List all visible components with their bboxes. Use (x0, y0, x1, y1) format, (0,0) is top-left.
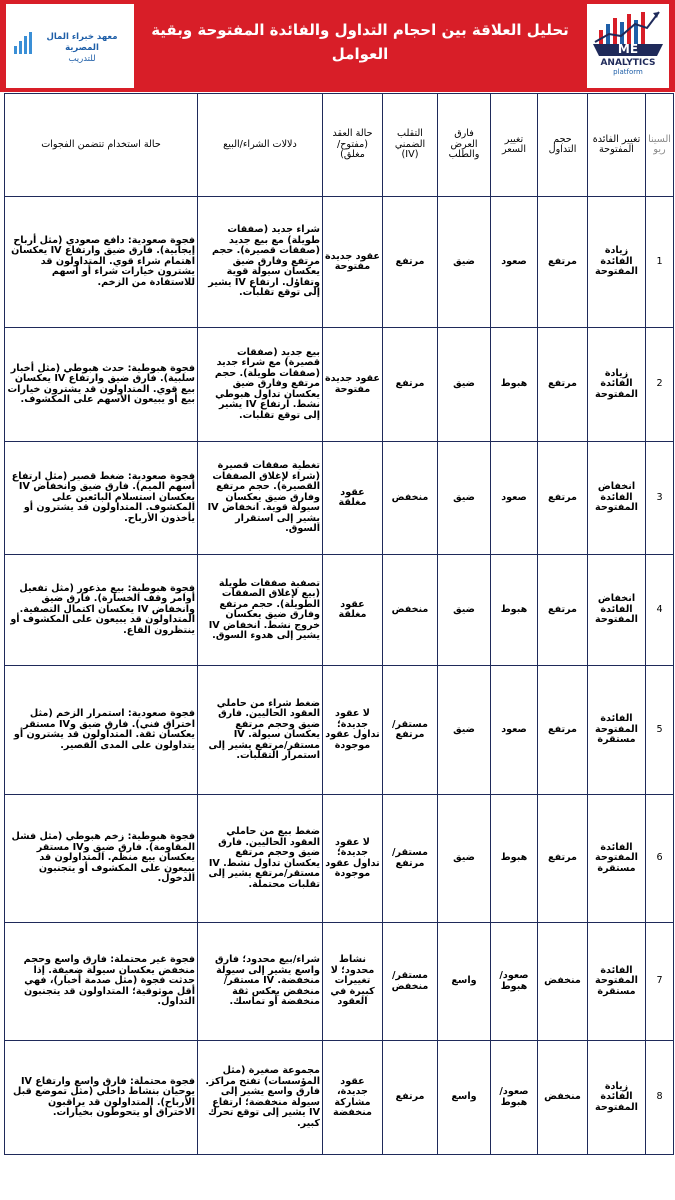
price-cell: هبوط (491, 555, 538, 666)
volume-cell: مرتفع (538, 328, 588, 442)
table-row (5, 555, 674, 666)
row-number: 3 (646, 442, 674, 555)
header-iv: التقلب الضمني (IV) (383, 94, 438, 197)
oi-cell: زيادة الفائدة المفتوحة (588, 328, 646, 442)
volume-cell: مرتفع (538, 442, 588, 555)
volume-cell: مرتفع (538, 666, 588, 795)
gaps-cell: فجوة صعودية: دافع صعودي (مثل أرباح إيجابية). فارق ضيق وارتفاع IV يعكسان اهتمام شراء قوي. المتداولون قد يشترون خيارات شراء أو أسهم للاستفادة من الزخم. (5, 197, 198, 328)
iv-cell: مستقر/ مرتفع (383, 795, 438, 923)
table-row (5, 795, 674, 923)
header-contract: حالة العقد (مفتوح/مغلق) (323, 94, 383, 197)
spread-cell: ضيق (438, 197, 491, 328)
spread-cell: ضيق (438, 442, 491, 555)
spread-cell: واسع (438, 1041, 491, 1155)
price-cell: صعود (491, 197, 538, 328)
me-analytics-logo (587, 4, 669, 88)
institute-logo (6, 4, 134, 88)
logo-me-text: ME (617, 42, 639, 56)
oi-cell: زيادة الفائدة المفتوحة (588, 1041, 646, 1155)
table-row (5, 1041, 674, 1155)
gaps-cell: فجوة هبوطية: زخم هبوطي (مثل فشل المقاومة). فارق ضيق وIV مستقر يعكسان بيع منظم. المتداولون قد يبيعون على المكشوف أو يتجنبون الدخول. (5, 795, 198, 923)
oi-cell: زيادة الفائدة المفتوحة (588, 197, 646, 328)
row-number: 2 (646, 328, 674, 442)
price-cell: صعود (491, 666, 538, 795)
iv-cell: مستقر/ مرتفع (383, 666, 438, 795)
iv-cell: مرتفع (383, 328, 438, 442)
page-title: تحليل العلاقة بين احجام التداول والفائدة المفتوحة وبقية العوامل (151, 21, 569, 63)
gaps-cell: فجوة صعودية: استمرار الزخم (مثل اختراق فني). فارق ضيق وIV مستقر يعكسان ثقة. المتداولون قد يشترون أو يتداولون على المدى القصير. (5, 666, 198, 795)
institute-name: معهد خبراء المال المصرية (46, 32, 118, 53)
contract-cell: عقود مغلقة (323, 442, 383, 555)
oi-cell: الفائدة المفتوحة مستقرة (588, 666, 646, 795)
iv-cell: مستقر/ منخفض (383, 923, 438, 1041)
price-cell: هبوط (491, 328, 538, 442)
volume-cell: منخفض (538, 923, 588, 1041)
oi-cell: الفائدة المفتوحة مستقرة (588, 923, 646, 1041)
row-number: 1 (646, 197, 674, 328)
gaps-cell: فجوة هبوطية: حدث هبوطي (مثل أخبار سلبية). فارق ضيق وارتفاع IV يعكسان بيع قوي. المتداولون قد يشترون خيارات بيع أو يبيعون الأسهم على المكشوف. (5, 328, 198, 442)
signals-cell: شراء جديد (صفقات طويلة) مع بيع جديد (صفقات قصيرة). حجم مرتفع وفارق ضيق يعكسان سيولة قوية وتفاؤل. ارتفاع IV يشير إلى توقع تقلبات. (198, 197, 323, 328)
spread-cell: ضيق (438, 328, 491, 442)
spread-cell: ضيق (438, 795, 491, 923)
table-row (5, 328, 674, 442)
institute-logo-text (36, 32, 128, 65)
table-row (5, 923, 674, 1041)
iv-cell: مرتفع (383, 197, 438, 328)
spread-cell: واسع (438, 923, 491, 1041)
header-banner (0, 0, 675, 92)
table-header-row (5, 94, 674, 197)
logo-platform-text: platform (613, 68, 643, 76)
oi-cell: انخفاض الفائدة المفتوحة (588, 555, 646, 666)
contract-cell: لا عقود جديدة؛ تداول عقود موجودة (323, 795, 383, 923)
gaps-cell: فجوة صعودية: ضغط قصير (مثل ارتفاع أسهم الميم). فارق ضيق وانخفاض IV يعكسان استسلام البائعين على المكشوف. المتداولون قد يشترون أو يأخذون الأرباح. (5, 442, 198, 555)
row-number: 7 (646, 923, 674, 1041)
signals-cell: تصفية صفقات طويلة (بيع لإغلاق الصفقات الطويلة). حجم مرتفع وفارق ضيق يعكسان خروج نشط. انخفاض IV يشير إلى هدوء السوق. (198, 555, 323, 666)
spread-cell: ضيق (438, 666, 491, 795)
header-oi-change: تغيير الفائدة المفتوحة (588, 94, 646, 197)
price-cell: صعود/ هبوط (491, 923, 538, 1041)
spread-cell: ضيق (438, 555, 491, 666)
table-row (5, 197, 674, 328)
oi-cell: انخفاض الفائدة المفتوحة (588, 442, 646, 555)
header-price-change: تغيير السعر (491, 94, 538, 197)
gaps-cell: فجوة محتملة: فارق واسع وارتفاع IV يوحيان بنشاط داخلي (مثل تموضع قبل الأرباح). المتداولون قد يراقبون الاختراق أو يتحوطون بخيارات. (5, 1041, 198, 1155)
oi-cell: الفائدة المفتوحة مستقرة (588, 795, 646, 923)
gaps-cell: فجوة هبوطية: بيع مذعور (مثل تفعيل أوامر وقف الخسارة). فارق ضيق وانخفاض IV يعكسان اكتمال التصفية. المتداولون قد يبيعون على المكشوف أو ينتظرون القاع. (5, 555, 198, 666)
volume-cell: مرتفع (538, 555, 588, 666)
signals-cell: ضغط شراء من حاملي العقود الحاليين. فارق ضيق وحجم مرتفع يعكسان سيولة. IV مستقر/مرتفع يشير إلى استمرار التقلبات. (198, 666, 323, 795)
volume-cell: مرتفع (538, 795, 588, 923)
contract-cell: عقود مغلقة (323, 555, 383, 666)
gaps-cell: فجوة غير محتملة: فارق واسع وحجم منخفض يعكسان سيولة ضعيفة. إذا حدثت فجوة (مثل صدمة أخبار)، فهي أقل موثوقية؛ المتداولون قد يتجنبون التداول. (5, 923, 198, 1041)
contract-cell: عقود جديدة مفتوحة (323, 328, 383, 442)
contract-cell: عقود جديدة، مشاركة منخفضة (323, 1041, 383, 1155)
analysis-table (4, 93, 674, 1155)
iv-cell: منخفض (383, 442, 438, 555)
row-number: 6 (646, 795, 674, 923)
price-cell: صعود/ هبوط (491, 1041, 538, 1155)
signals-cell: مجموعة صغيرة (مثل المؤسسات) تفتح مراكز. فارق واسع يشير إلى سيولة منخفضة؛ ارتفاع IV يشير إلى توقع تحرك كبير. (198, 1041, 323, 1155)
signals-cell: ضغط بيع من حاملي العقود الحاليين. فارق ضيق وحجم مرتفع يعكسان تداول نشط. IV مستقر/مرتفع يشير إلى تقلبات محتملة. (198, 795, 323, 923)
header-signals: دلالات الشراء/البيع (198, 94, 323, 197)
contract-cell: نشاط محدود؛ لا تغييرات كبيرة في العقود (323, 923, 383, 1041)
price-cell: هبوط (491, 795, 538, 923)
volume-cell: مرتفع (538, 197, 588, 328)
header-scenario: السيناريو (646, 94, 674, 197)
row-number: 4 (646, 555, 674, 666)
contract-cell: عقود جديدة مفتوحة (323, 197, 383, 328)
header-spread: فارق العرض والطلب (438, 94, 491, 197)
contract-cell: لا عقود جديدة؛ تداول عقود موجودة (323, 666, 383, 795)
volume-cell: منخفض (538, 1041, 588, 1155)
price-cell: صعود (491, 442, 538, 555)
table-row (5, 666, 674, 795)
iv-cell: مرتفع (383, 1041, 438, 1155)
header-gaps: حالة استخدام تتضمن الفجوات (5, 94, 198, 197)
iv-cell: منخفض (383, 555, 438, 666)
row-number: 5 (646, 666, 674, 795)
signals-cell: تغطية صفقات قصيرة (شراء لإغلاق الصفقات القصيرة). حجم مرتفع وفارق ضيق يعكسان سيولة قوية. انخفاض IV يشير إلى استقرار السوق. (198, 442, 323, 555)
bars-icon (14, 32, 36, 54)
row-number: 8 (646, 1041, 674, 1155)
logo-analytics-text: ANALYTICS (600, 58, 656, 68)
institute-subtitle: للتدريب (68, 54, 96, 64)
table-row (5, 442, 674, 555)
signals-cell: شراء/بيع محدود؛ فارق واسع يشير إلى سيولة منخفضة. IV مستقر/منخفض يعكس ثقة منخفضة أو تماسك. (198, 923, 323, 1041)
header-volume: حجم التداول (538, 94, 588, 197)
signals-cell: بيع جديد (صفقات قصيرة) مع شراء جديد (صفقات طويلة). حجم مرتفع وفارق ضيق يعكسان تداول هبوطي نشط. ارتفاع IV يشير إلى توقع تقلبات. (198, 328, 323, 442)
